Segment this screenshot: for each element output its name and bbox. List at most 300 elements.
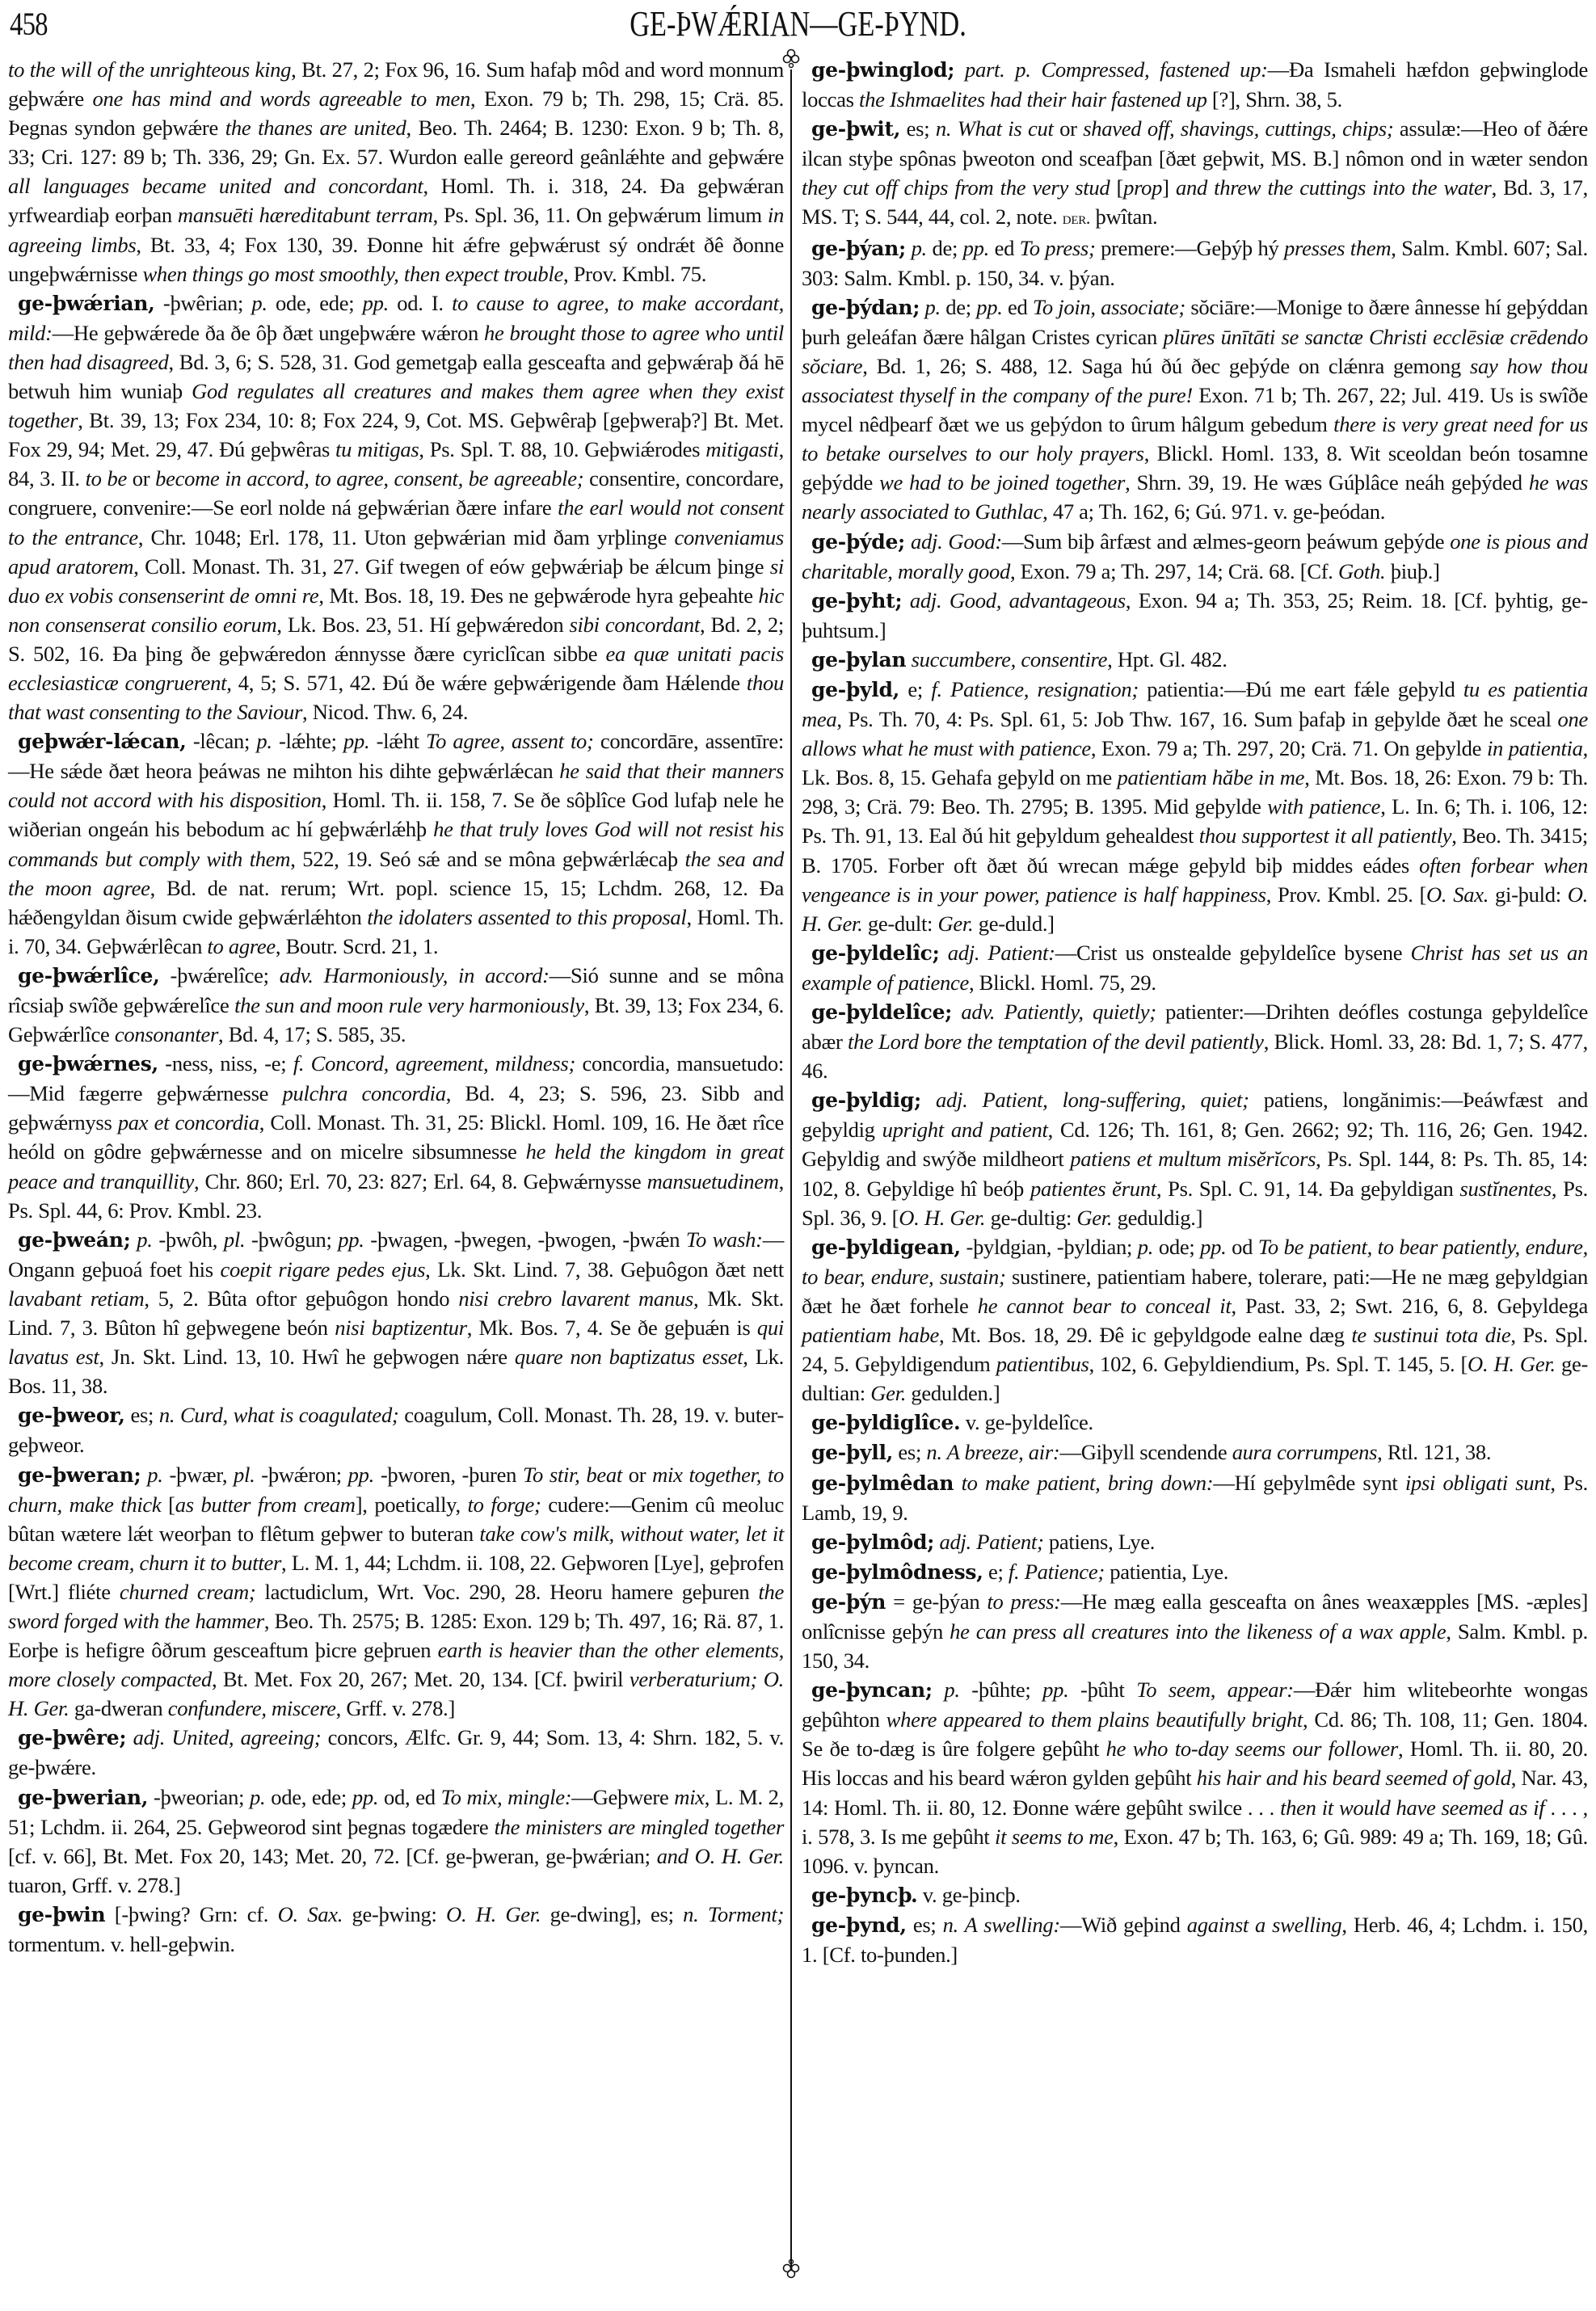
entry-gloss: pp. — [362, 290, 389, 315]
entry-gloss: pl. — [234, 1462, 255, 1487]
dictionary-entry — [802, 1910, 1588, 1969]
entry-gloss: To press; — [1019, 235, 1096, 260]
dictionary-entry — [802, 55, 1588, 114]
entry-gloss: p. — [137, 1227, 153, 1252]
entry-gloss: pp. — [338, 1227, 364, 1252]
entry-text: , Homl. Th. i. 70, 34. Geþwǽrlêcan — [8, 904, 784, 958]
entry-gloss: mix together, to churn, make thick — [8, 1462, 785, 1517]
entry-gloss: he cannot bear to conceal it — [977, 1293, 1232, 1318]
entry-gloss: adv. Harmoniously, in accord: — [279, 962, 550, 987]
entry-headword: ge-þyncan; — [811, 1678, 933, 1703]
entry-text: , Bd. 4, 17; S. 585, 35. — [218, 1022, 406, 1047]
entry-gloss: the sea and the moon agree — [8, 846, 784, 900]
entry-headword: ge-þweor, — [18, 1404, 125, 1428]
entry-text: concordia, mansuetudo:—Mid fægerre geþwǽrnesse — [8, 1051, 785, 1106]
entry-gloss: p. — [911, 235, 927, 260]
entry-gloss: become in accord, to agree, consent, be agreeable; — [155, 466, 584, 491]
entry-headword: ge-þweran; — [18, 1463, 141, 1487]
entry-text: , Exon. 47 b; Th. 163, 6; Gû. 989: 49 a; Th. 169, 18; Gû. 1096. v. þyncan. — [802, 1824, 1588, 1878]
entry-gloss: churned cream; — [119, 1579, 256, 1604]
entry-text: , Ps. Spl. 36, 11. On geþwǽrum limum — [432, 203, 768, 228]
entry-text: patienter:—Drihten deófles costunga geþyldelîce abær — [802, 1000, 1588, 1054]
entry-text: , L. M. 1, 44; Lchdm. ii. 108, 22. Geþworen [Lye], geþrofen [Wrt.] fliéte — [8, 1550, 784, 1604]
entry-gloss: p. — [1137, 1234, 1154, 1259]
entry-gloss: mansuetudinem — [646, 1168, 779, 1193]
entry-headword: ge-þwǽrlîce, — [18, 963, 160, 987]
entry-text: , Homl. Th. ii. 80, 20. His loccas and his beard wǽron gylden geþûht — [802, 1736, 1588, 1791]
entry-text: þwîtan. — [1090, 204, 1158, 229]
dictionary-entry — [802, 1880, 1588, 1910]
entry-text: -lêcan; — [186, 729, 257, 754]
entry-text: , Beo. Th. 2464; B. 1230: Exon. 9 b; Th. 8, 33; Cri. 127: 89 b; Th. 336, 29; Gn. Ex. 57. Wurdon ealle gereord geânlǽhte and geþwǽre — [8, 116, 784, 170]
entry-gloss: where appeared to them plains beautifully bright — [886, 1707, 1303, 1732]
entry-gloss: one has mind and words agreeable to men — [92, 86, 470, 112]
entry-text: ge-dultig: — [985, 1205, 1077, 1230]
entry-gloss: To join, associate; — [1032, 294, 1185, 319]
entry-text: , Ps. Spl. C. 91, 14. Ða geþyldigan — [1156, 1176, 1460, 1201]
dictionary-entry — [8, 1460, 784, 1724]
entry-text: , Exon. 79 a; Th. 297, 20; Crä. 71. On geþylde — [1090, 736, 1487, 761]
entry-text: , Chr. 860; Erl. 70, 23: 827; Erl. 64, 8. Geþwǽrnysse — [194, 1168, 647, 1193]
entry-gloss: they cut off chips from the very stud — [802, 175, 1110, 200]
entry-text: , Coll. Monast. Th. 31, 27. Gif twegen of eów geþwǽriaþ be ǽlcum þinge — [133, 554, 770, 579]
entry-text: , Ps. Spl. 44, 6: Prov. Kmbl. 23. — [8, 1168, 784, 1223]
entry-headword: ge-þwêre; — [18, 1726, 127, 1750]
entry-headword: ge-þwinglod; — [811, 58, 955, 82]
entry-gloss: pp. — [343, 729, 370, 754]
entry-headword: ge-þylmôd; — [811, 1530, 935, 1554]
entry-gloss: he held the kingdom in great peace and tranquillity — [8, 1139, 785, 1193]
entry-gloss: O. Sax. — [277, 1901, 343, 1926]
entry-gloss: nisi crebro lavarent manus — [458, 1286, 693, 1311]
entry-text: , Bd. 3, 6; S. 528, 31. God gemetgaþ ealla gesceafta and geþwǽraþ ðá hē betwuh him wuniaþ — [8, 349, 784, 404]
entry-text: , Cd. 126; Th. 161, 8; Gen. 2662; 92; Th. 116, 26; Gen. 1942. Geþyldig and swýðe mildheort — [802, 1118, 1588, 1172]
entry-gloss: he that truly loves God will not resist his commands but comply with them — [8, 817, 784, 871]
entry-gloss: he was nearly associated to Guthlac — [802, 470, 1588, 524]
entry-gloss: God regulates all creatures and makes them agree when they exist together — [8, 379, 784, 433]
dictionary-entry — [8, 288, 784, 726]
entry-text — [940, 941, 948, 965]
entry-text: -þwǽrelîce; — [159, 962, 280, 987]
dictionary-entry — [802, 527, 1588, 586]
entry-text: ], poetically, — [355, 1492, 468, 1517]
entry-text: concors, Ælfc. Gr. 9, 44; Som. 13, 4: Shrn. 182, 5. v. ge-þwǽre. — [8, 1725, 784, 1780]
trefoil-ornament-icon — [779, 2254, 803, 2279]
entry-gloss: in agreeing limbs — [8, 203, 784, 257]
dictionary-entry — [802, 1675, 1588, 1880]
entry-gloss: To stir, beat — [522, 1462, 622, 1487]
entry-text — [906, 236, 912, 260]
entry-text: , Ps. Spl. 24, 5. Geþyldigendum — [802, 1323, 1589, 1377]
entry-text — [126, 1725, 133, 1749]
entry-text: —He geþwǽrede ða ðe ôþ ðæt ungeþwǽre wǽron — [52, 320, 484, 345]
entry-gloss: it seems to me — [995, 1824, 1114, 1849]
entry-text: sustinere, patientiam habere, tolerare, pati:—He ne mæg geþyldgian ðæt he ðæt forhele — [802, 1264, 1588, 1318]
entry-headword: geþwǽr-lǽcan, — [18, 730, 187, 754]
entry-text: , Mt. Bos. 18, 29. Ðê ic geþyldgode ealne dæg — [939, 1323, 1352, 1348]
entry-text: , Blick. Homl. 33, 28: Bd. 1, 7; S. 477, 46. — [802, 1029, 1589, 1084]
entry-gloss: to press: — [987, 1589, 1061, 1614]
entry-headword: ge-þylmôdness, — [811, 1560, 983, 1584]
dictionary-entry — [8, 726, 784, 961]
entry-gloss: O. H. Ger. — [802, 882, 1588, 936]
entry-text: , Hpt. Gl. 482. — [1107, 646, 1228, 671]
entry-text: , Bt. Met. Fox 20, 267; Met. 20, 134. [Cf. þwiril — [211, 1667, 630, 1692]
entry-gloss: n. Curd, what is coagulated; — [158, 1403, 399, 1428]
entry-text: [?], Shrn. 38, 5. — [1206, 87, 1343, 112]
entry-text: assulæ:—Heo of ðǽre ilcan styþe spônas þweoton ond sceafþan [ðæt geþwit, MS. B.] nômon ond in wæter sendon — [802, 116, 1588, 171]
entry-gloss: sustĭnentes — [1459, 1176, 1552, 1201]
entry-text: , Cd. 86; Th. 108, 11; Gen. 1804. Se ðe to-dæg is ûre folgere geþûht — [802, 1707, 1588, 1762]
entry-gloss: Ger. — [937, 911, 974, 936]
entry-headword: ge-þwin — [18, 1902, 106, 1926]
entry-gloss: Ger. — [1076, 1205, 1113, 1230]
entry-text: , Salm. Kmbl. p. 150, 34. — [802, 1619, 1588, 1673]
entry-gloss: patiens et multum misĕrĭcors — [1070, 1147, 1316, 1172]
entry-gloss: pp. — [1200, 1234, 1227, 1259]
dictionary-entry — [802, 1232, 1588, 1408]
dictionary-entry — [802, 114, 1588, 233]
entry-gloss: to agree — [207, 933, 276, 958]
dictionary-entry — [8, 1900, 784, 1959]
dictionary-entry — [802, 1527, 1588, 1557]
dictionary-entry — [802, 1587, 1588, 1675]
entry-gloss: there is very great need for us to betake ourselves to our holy prayers — [802, 412, 1588, 466]
entry-text: , Homl. Th. ii. 158, 7. Se ðe sôþlîce God lufaþ nele he wiðerian ongeán his bebodum ac hí geþwǽrlǽhþ — [8, 788, 784, 842]
entry-gloss: pp. — [352, 1784, 379, 1809]
entry-gloss: n. A breeze, air: — [926, 1440, 1060, 1465]
entry-text: Exon. 71 b; Th. 267, 22; Jul. 419. Us is swîðe mycel nêdþearf ðæt we us geþýdon to ûrum hâlgum gebedum — [802, 383, 1588, 437]
entry-gloss: f. Patience, resignation; — [931, 676, 1139, 701]
entry-text: = ge-þýan — [886, 1589, 987, 1614]
entry-gloss: O. Sax. — [1426, 882, 1489, 907]
entry-text: , L. In. 6; Th. i. 106, 12: Ps. Th. 91, 13. Eal ðú hit geþyldum gehealdest — [802, 794, 1588, 848]
entry-gloss: one allows what he must with patience — [802, 707, 1588, 761]
dictionary-entry — [802, 586, 1588, 645]
entry-gloss: f. Patience; — [1008, 1559, 1105, 1584]
entry-gloss: the Lord bore the temptation of the devil patiently — [848, 1029, 1264, 1054]
entry-text: , Bd. 4, 23; S. 596, 23. Sibb and geþwǽrnyss — [8, 1081, 785, 1135]
entry-gloss: Goth. — [1338, 558, 1386, 583]
entry-text: -þyldgian, -þyldian; — [960, 1234, 1138, 1259]
entry-gloss: plūres ūnītāti se sanctæ Christi ecclēsiæ crēdendo sŏciare — [802, 324, 1588, 378]
entry-text: , Blickl. Homl. 75, 29. — [968, 970, 1156, 995]
entry-gloss: thou that wast consenting to the Saviour — [8, 670, 784, 725]
entry-text: -þwær, — [162, 1462, 234, 1487]
entry-text: tormentum. v. hell-geþwin. — [8, 1932, 235, 1956]
entry-gloss: Ger. — [870, 1381, 907, 1406]
entry-text: —Sum biþ ârfæst and ælmes-georn þeáwum geþýde — [1001, 528, 1451, 554]
entry-gloss: To agree, assent to; — [426, 729, 594, 754]
entry-gloss: p. — [250, 1784, 266, 1809]
right-column — [802, 55, 1588, 1969]
entry-gloss: the earl would not consent to the entrance — [8, 495, 784, 549]
entry-gloss: O. H. Ger. — [899, 1205, 986, 1230]
entry-text: ge-þwing: — [343, 1901, 447, 1926]
entry-text: , Rtl. 121, 38. — [1377, 1440, 1492, 1465]
entry-text: patiens, Lye. — [1043, 1529, 1156, 1554]
entry-text: -þûhte; — [959, 1677, 1043, 1703]
entry-text: , Nar. 43, 14: Homl. Th. ii. 80, 12. Ðonne wǽre geþûht swilce . . . — [802, 1766, 1589, 1820]
entry-gloss: and O. H. Ger. — [656, 1843, 784, 1868]
entry-text: —Ongann geþuoá foet his — [8, 1227, 785, 1282]
entry-text: es; — [900, 116, 936, 141]
entry-gloss: thou supportest it all patiently — [1198, 823, 1452, 848]
left-column — [8, 55, 784, 1959]
entry-gloss: against a swelling — [1186, 1912, 1342, 1937]
entry-text: , 5, 2. Bûta oftor geþuôgon hondo — [144, 1286, 459, 1311]
entry-gloss: adj. United, agreeing; — [133, 1725, 322, 1750]
entry-text: , Bt. 39, 13; Fox 234, 10: 8; Fox 224, 9, Cot. MS. Geþwêraþ [geþweraþ?] Bt. Met. Fox 29, 94; Met. 29, 47. Ðú geþwêras — [8, 408, 784, 462]
entry-text: —Crist us onstealde geþyldelîce bysene — [1055, 940, 1411, 965]
entry-text: , Mk. Skt. Lind. 7, 3. Bûton hî geþwegene beón — [8, 1286, 784, 1341]
entry-text: -þwagen, -þwegen, -þwogen, -þwǽn — [364, 1227, 686, 1252]
entry-text: , Mt. Bos. 18, 19. Ðes ne geþwǽrode hyra geþeahte — [318, 583, 759, 608]
entry-text: -þûht — [1068, 1677, 1137, 1703]
dictionary-entry — [802, 675, 1588, 938]
entry-headword: ge-þynd, — [811, 1913, 907, 1937]
entry-gloss: then it would have seemed as if — [1280, 1795, 1545, 1820]
dictionary-entry — [8, 1225, 784, 1401]
entry-gloss: coepit rigare pedes ejus — [220, 1257, 426, 1282]
entry-text: ode, ede; — [267, 290, 363, 315]
entry-text: —Ðǽr him wlitebeorhte wongas geþûhton — [802, 1677, 1588, 1732]
entry-text: -þwôgun; — [245, 1227, 339, 1252]
entry-text: premere:—Geþýþ hý — [1095, 235, 1285, 260]
entry-text: gedulden.] — [906, 1381, 1000, 1406]
entry-abbrev: der. — [1062, 208, 1091, 229]
entry-text: , Ps. Lamb, 19, 9. — [802, 1470, 1588, 1525]
entry-text: , Past. 33, 2; Swt. 216, 6, 8. Geþyldega — [1231, 1293, 1588, 1318]
entry-gloss: patientiam hăbe in me — [1117, 765, 1305, 790]
entry-gloss: patientibus — [996, 1352, 1089, 1377]
entry-text: es; — [906, 1912, 943, 1937]
entry-text: , Herb. 46, 4; Lchdm. i. 150, 1. [Cf. to-þunden.] — [802, 1912, 1588, 1967]
entry-text: , 84, 3. II. — [8, 437, 784, 491]
entry-text: , Bt. 39, 13; Fox 234, 6. Geþwǽrlîce — [8, 993, 784, 1047]
dictionary-entry — [8, 1783, 784, 1900]
entry-gloss: succumbere, consentire — [911, 646, 1108, 671]
entry-gloss: aura corrumpens — [1232, 1440, 1378, 1465]
entry-headword: ge-þyht; — [811, 588, 903, 612]
entry-text: —Wið geþind — [1059, 1912, 1187, 1937]
entry-text: patientia, Lye. — [1104, 1559, 1229, 1584]
entry-gloss: he said that their manners could not accord with his disposition — [8, 759, 784, 813]
entry-text: patiens, longănimis:—Þeáwfæst and geþyldig — [802, 1088, 1588, 1143]
entry-text: , Salm. Kmbl. 607; Sal. 303: Salm. Kmbl. p. 150, 34. v. þýan. — [802, 235, 1588, 290]
entry-gloss: often forbear when vengeance is in your power, patience is half happiness — [802, 852, 1588, 907]
entry-text — [954, 57, 965, 82]
entry-headword: ge-þyldelîce; — [811, 1000, 953, 1024]
entry-gloss: the Ishmaelites had their hair fastened up — [859, 87, 1207, 112]
entry-text: coagulum, Coll. Monast. Th. 28, 19. v. buter-geþweor. — [8, 1403, 784, 1458]
entry-gloss: adj. Patient; — [939, 1529, 1044, 1554]
entry-text: , Shrn. 39, 19. He wæs Gúþlâce neáh geþýded — [1125, 470, 1529, 495]
entry-gloss: O. H. Ger. — [446, 1901, 541, 1926]
entry-text: . . . , i. 578, 3. Is me geþûht — [802, 1795, 1588, 1849]
entry-text — [954, 1471, 961, 1495]
entry-text: lactudiclum, Wrt. Voc. 290, 28. Heoru hamere geþuren — [255, 1579, 759, 1604]
entry-text: gi-þuld: — [1489, 882, 1568, 907]
entry-gloss: presses them — [1284, 235, 1392, 260]
entry-text: [ — [161, 1492, 175, 1517]
page-number: 458 — [10, 6, 48, 42]
entry-gloss: the sun and moon rule very harmoniously — [234, 993, 584, 1017]
entry-text: ge-dwing], es; — [541, 1901, 684, 1926]
entry-text: , Lk. Skt. Lind. 7, 38. Geþuôgon ðæt nett — [425, 1257, 784, 1282]
entry-text: -þwǽron; — [255, 1462, 348, 1487]
entry-text: ge-dult: — [862, 911, 938, 936]
entry-headword: ge-þýde; — [811, 529, 905, 554]
entry-gloss: the idolaters assented to this proposal — [367, 904, 687, 929]
entry-text: , Nicod. Thw. 6, 24. — [302, 700, 469, 725]
entry-text: concordāre, assentīre:—He sǽde ðæt heora þeáwas ne mihton his dihte geþwǽrlǽcan — [8, 729, 784, 784]
entry-headword: ge-þylan — [811, 647, 907, 671]
entry-gloss: part. p. Compressed, fastened up: — [965, 57, 1268, 82]
entry-gloss: te sustinui tota die — [1351, 1323, 1511, 1348]
entry-gloss: shaved off, shavings, cuttings, chips; — [1083, 116, 1394, 141]
entry-text: [-þwing? Grn: cf. — [105, 1901, 278, 1926]
entry-gloss: n. Torment; — [683, 1901, 784, 1926]
entry-gloss: n. What is cut — [935, 116, 1054, 141]
entry-gloss: when things go most smoothly, then expect trouble — [142, 261, 563, 286]
entry-text: , Grff. v. 278.] — [335, 1696, 456, 1721]
entry-gloss: pp. — [1042, 1677, 1069, 1703]
entry-gloss: adj. Good, advantageous — [909, 587, 1126, 612]
entry-text: —He mæg ealla gesceafta on ânes weaxæpples [MS. -æples] onlîcnisse geþýn — [802, 1589, 1588, 1644]
entry-text: , Bt. 27, 2; Fox 96, 16. Sum hafaþ môd and word monnum geþwǽre — [8, 57, 784, 112]
entry-text: , Exon. 79 b; Th. 298, 15; Crä. 85. Þegnas syndon geþwǽre — [8, 86, 784, 141]
entry-text: ed — [1002, 294, 1033, 319]
entry-text: v. ge-þincþ. — [917, 1882, 1021, 1907]
entry-text: , Bd. de nat. rerum; Wrt. popl. science 15, 15; Lchdm. 268, 12. Ða hǽðengyldan ðisum cwide geþwǽrlǽhton — [8, 875, 785, 929]
entry-text: tuaron, Grff. v. 278.] — [8, 1872, 181, 1897]
entry-headword: ge-þýn — [811, 1589, 886, 1614]
entry-headword: ge-þyldigean, — [811, 1235, 961, 1259]
entry-text: , Mt. Bos. 18, 26: Exon. 79 b: Th. 298, 3; Crä. 79: Beo. Th. 2795; B. 1395. Mid geþylde — [802, 765, 1588, 819]
entry-gloss: one is pious and charitable, morally good — [802, 528, 1588, 583]
entry-gloss: tu mitigas — [335, 437, 419, 462]
entry-text: or — [1053, 116, 1084, 141]
dictionary-entry — [8, 1400, 784, 1459]
entry-text: or — [621, 1462, 653, 1487]
dictionary-entry — [8, 1049, 784, 1225]
entry-text: —Giþyll scendende — [1059, 1440, 1232, 1465]
entry-gloss: adv. Patiently, quietly; — [961, 1000, 1156, 1024]
entry-text: -þwôh, — [152, 1227, 224, 1252]
entry-text: , Ps. Spl. 144, 8: Ps. Th. 85, 14: 102, 8. Geþyldige hî beóþ — [802, 1147, 1588, 1201]
entry-text: , Lk. Bos. 8, 15. Gehafa geþyld on me — [802, 736, 1588, 790]
entry-text: , Beo. Th. 2575; B. 1285: Exon. 129 b; Th. 497, 16; Rä. 87, 1. Eorþe is hefigre ôðrum gesceaftum þicre geþruen — [8, 1608, 784, 1663]
entry-gloss: To be patient, to bear patiently, endure, to bear, endure, sustain; — [802, 1234, 1588, 1289]
dictionary-entry — [802, 997, 1588, 1085]
entry-gloss: to forge; — [467, 1492, 541, 1517]
entry-text: od, ed — [378, 1784, 441, 1809]
entry-text: , Prov. Kmbl. 25. [ — [1265, 882, 1427, 907]
dictionary-entry — [802, 1468, 1588, 1527]
entry-gloss: to be — [85, 466, 127, 491]
entry-gloss: he brought those to agree who until then had disagreed — [8, 320, 784, 374]
entry-gloss: si duo ex vobis consenserint de omni re — [8, 554, 784, 608]
entry-gloss: the sword forged with the hammer — [8, 1579, 784, 1633]
entry-gloss: f. Concord, agreement, mildness; — [293, 1051, 576, 1076]
entry-text: —Sió sunne and se môna rîcsiaþ swîðe geþwǽrelîce — [8, 962, 785, 1017]
entry-gloss: take cow's milk, without water, let it become cream, churn it to butter — [8, 1521, 784, 1575]
entry-text: , Bd. 1, 26; S. 488, 12. Saga hú ðú ðec geþýde on clǽnra gemong — [862, 353, 1470, 378]
entry-gloss: in patientia — [1486, 736, 1583, 761]
entry-gloss: as butter from cream — [175, 1492, 356, 1517]
entry-text: de; — [926, 235, 963, 260]
entry-headword: ge-þyll, — [811, 1441, 894, 1465]
entry-text: , 102, 6. Geþyldiendium, Ps. Spl. T. 145, 5. [ — [1089, 1352, 1468, 1377]
entry-headword: ge-þwit, — [811, 117, 901, 141]
entry-gloss: Christ has set us an example of patience — [802, 940, 1588, 995]
entry-text: -þwêrian; — [154, 290, 252, 315]
entry-gloss: p. — [256, 729, 272, 754]
entry-gloss: sibi concordant — [569, 612, 700, 637]
entry-headword: ge-þyldelîc; — [811, 941, 940, 965]
entry-gloss: we had to be joined together — [879, 470, 1126, 495]
entry-text: geduldig.] — [1112, 1205, 1203, 1230]
entry-text: , Exon. 94 a; Th. 353, 25; Reim. 18. [Cf. þyhtig, ge-þuhtsum.] — [802, 587, 1588, 642]
entry-text: ge-dultian: — [802, 1352, 1589, 1406]
entry-gloss: consonanter — [114, 1022, 219, 1047]
entry-text: , Exon. 79 a; Th. 297, 14; Crä. 68. [Cf. — [1009, 558, 1339, 583]
entry-text: , 47 a; Th. 162, 6; Gú. 971. v. ge-þeódan. — [1042, 499, 1386, 524]
dictionary-entry — [802, 1438, 1588, 1467]
entry-gloss: tu es patientia mea — [802, 676, 1589, 732]
entry-gloss: pp. — [347, 1462, 374, 1487]
entry-gloss: adj. Good: — [911, 528, 1002, 554]
entry-gloss: To wash: — [685, 1227, 763, 1252]
entry-text: , Ps. Th. 70, 4: Ps. Spl. 61, 5: Job Thw. 167, 16. Sum þafaþ in geþylde ðæt he sceal — [836, 707, 1558, 732]
entry-headword: ge-þylmêdan — [811, 1471, 954, 1495]
entry-gloss: adj. Patient, long-suffering, quiet; — [936, 1088, 1249, 1113]
entry-gloss: mitigasti — [705, 437, 779, 462]
entry-text: sŏciāre:—Monige to ðære ânnesse hí geþýddan þurh geleáfan ðære hâlgan Cristes cyrican — [802, 294, 1588, 349]
entry-text: , Coll. Monast. Th. 31, 25: Blickl. Homl. 109, 16. He ðæt rîce heóld on gôdre geþwǽrnesse and on micelre sibsumnesse — [8, 1110, 784, 1164]
entry-text — [905, 529, 911, 554]
entry-text: ode, ede; — [265, 1784, 352, 1809]
entry-text: ] — [1162, 175, 1176, 200]
entry-text: [cf. v. 66], Bt. Met. Fox 20, 143; Met. 20, 72. [Cf. ge-þweran, ge-þwǽrian; — [8, 1843, 657, 1868]
entry-gloss: conveniamus apud aratorem — [8, 524, 784, 579]
entry-gloss: ipsi obligati sunt — [1404, 1470, 1551, 1495]
dictionary-entry — [8, 1723, 784, 1782]
entry-gloss: p. — [147, 1462, 163, 1487]
dictionary-entry — [802, 1408, 1588, 1438]
entry-text: ge-duld.] — [973, 911, 1055, 936]
entry-text: —Hí geþylmêde synt — [1213, 1470, 1405, 1495]
entry-text: , Chr. 1048; Erl. 178, 11. Uton geþwǽrian mid ðam yrþlinge — [137, 524, 675, 549]
entry-text: , Bd. 2, 2; S. 502, 16. Ða þing ðe geþwǽredon ǽnnysse ðære cyriclîcan sibbe — [8, 612, 784, 666]
entry-gloss: to the will of the unrighteous king — [8, 57, 292, 82]
entry-text: , Lk. Bos. 11, 38. — [8, 1345, 784, 1399]
entry-text: , Jn. Skt. Lind. 13, 10. Hwî he geþwogen nǽre — [99, 1345, 515, 1370]
entry-text: , Ps. Spl. T. 88, 10. Geþwiǽrodes — [419, 437, 706, 462]
entry-text: -lǽht — [369, 729, 427, 754]
entry-text: , L. M. 2, 51; Lchdm. ii. 264, 25. Geþweorod sint þegnas togædere — [8, 1784, 785, 1839]
entry-gloss: the thanes are united — [225, 116, 406, 141]
entry-text: , 4, 5; S. 571, 42. Ðú ðe wǽre geþwǽrigende ðam Hǽlende — [226, 670, 747, 695]
entry-text: —Geþwere — [571, 1784, 675, 1809]
entry-gloss: adj. Patient: — [947, 940, 1055, 965]
entry-gloss: quare non baptizatus esset — [514, 1345, 743, 1370]
entry-gloss: all languages became united and concordant — [8, 174, 423, 199]
entry-gloss: to make patient, bring down: — [961, 1470, 1214, 1495]
entry-text: consentire, concordare, congruere, convenire:—Se eorl nolde ná geþwǽrian ðære infare — [8, 466, 785, 520]
entry-gloss: upright and patient — [882, 1118, 1048, 1143]
